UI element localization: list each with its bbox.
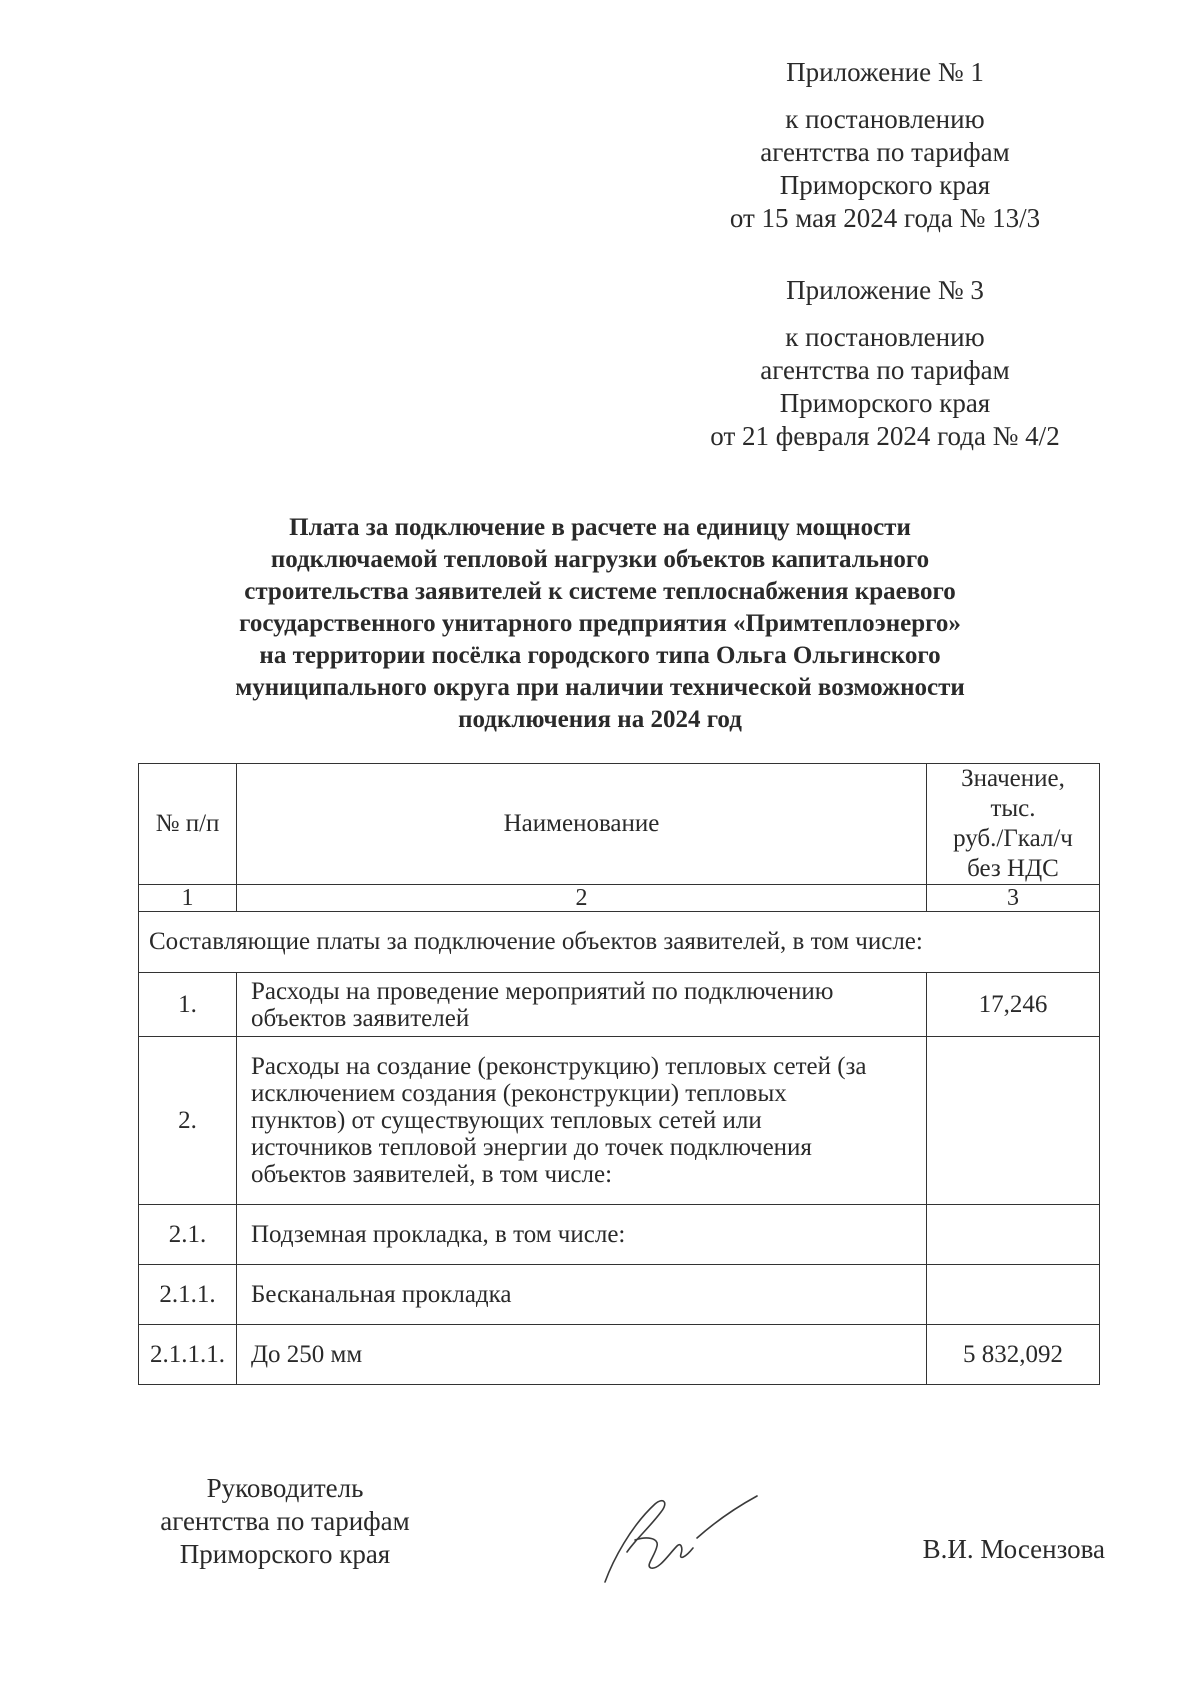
table-row [139,1265,1100,1325]
signatory-name: В.И. Мосензова [922,1534,1105,1564]
row-num: 2.1. [139,1205,237,1265]
appendix-1-block [690,56,1080,235]
signatory-position-line: Приморского края [179,1539,391,1569]
row-name [237,1265,927,1325]
table-section-row [139,912,1100,973]
row-value: 17,246 [927,973,1100,1037]
header-num: № п/п [139,764,237,885]
row-num: 2. [139,1037,237,1205]
appendix-1-title: Приложение № 1 [786,57,984,87]
signatory-position-line: Руководитель [206,1473,364,1503]
signatory-position-line: агентства по тарифам [160,1506,410,1536]
row-name-line: объектов заявителей, в том числе: [251,1161,613,1188]
appendix-1-line: от 15 мая 2024 года № 13/3 [729,203,1041,233]
row-name-line: источников тепловой энергии до точек подключения [251,1134,812,1161]
header-value-line: без НДС [967,855,1059,882]
appendix-1-line: Приморского края [779,170,991,200]
row-name-line: пунктов) от существующих тепловых сетей или [251,1107,762,1134]
table-index-row [139,885,1100,912]
row-num: 2.1.1. [139,1265,237,1325]
table-header-row [139,764,1100,885]
row-name [237,973,927,1037]
index-cell: 2 [237,885,927,912]
table-row [139,1325,1100,1385]
row-name-line: До 250 мм [251,1341,363,1368]
title-line: Плата за подключение в расчете на единицу мощности [289,514,911,541]
header-value-line: руб./Гкал/ч [953,825,1073,852]
title-line: муниципального округа при наличии технической возможности [235,674,965,701]
document-title [150,512,1050,736]
appendix-3-line: агентства по тарифам [760,355,1010,385]
appendix-1-line: к постановлению [785,104,985,134]
appendix-3-line: Приморского края [779,388,991,418]
header-value-line: тыс. [990,795,1036,822]
appendix-3-line: к постановлению [785,322,985,352]
section-heading: Составляющие платы за подключение объектов заявителей, в том числе: [139,912,1100,973]
header-value [927,764,1100,885]
index-cell: 3 [927,885,1100,912]
appendix-1-line: агентства по тарифам [760,137,1010,167]
table-row [139,1205,1100,1265]
title-line: подключаемой тепловой нагрузки объектов капитального [270,546,930,573]
table-row [139,1037,1100,1205]
title-line: государственного унитарного предприятия «Примтеплоэнерго» [239,610,961,637]
row-name-line: исключением создания (реконструкции) тепловых [251,1080,787,1107]
title-line: строительства заявителей к системе теплоснабжения краевого [244,578,956,605]
row-name [237,1325,927,1385]
row-name-line: Расходы на создание (реконструкцию) тепловых сетей (за [251,1053,867,1080]
signatory-position [140,1472,430,1571]
row-num: 1. [139,973,237,1037]
appendix-3-line: от 21 февраля 2024 года № 4/2 [710,421,1060,451]
row-num: 2.1.1.1. [139,1325,237,1385]
appendix-3-block [690,274,1080,453]
row-name-line: объектов заявителей [251,1004,470,1032]
row-value [927,1265,1100,1325]
fee-table [138,763,1100,1385]
title-line: подключения на 2024 год [458,706,742,733]
row-name-line: Расходы на проведение мероприятий по подключению [251,977,834,1005]
row-name-line: Бесканальная прокладка [251,1281,512,1308]
row-value: 5 832,092 [927,1325,1100,1385]
row-name [237,1037,927,1205]
index-cell: 1 [139,885,237,912]
header-value-line: Значение, [961,765,1065,792]
header-name: Наименование [237,764,927,885]
row-value [927,1205,1100,1265]
row-value [927,1037,1100,1205]
appendix-3-title: Приложение № 3 [786,275,984,305]
handwritten-signature [585,1482,765,1592]
table-row [139,973,1100,1037]
row-name-line: Подземная прокладка, в том числе: [251,1221,626,1248]
row-name [237,1205,927,1265]
title-line: на территории посёлка городского типа Ольга Ольгинского [259,642,941,669]
